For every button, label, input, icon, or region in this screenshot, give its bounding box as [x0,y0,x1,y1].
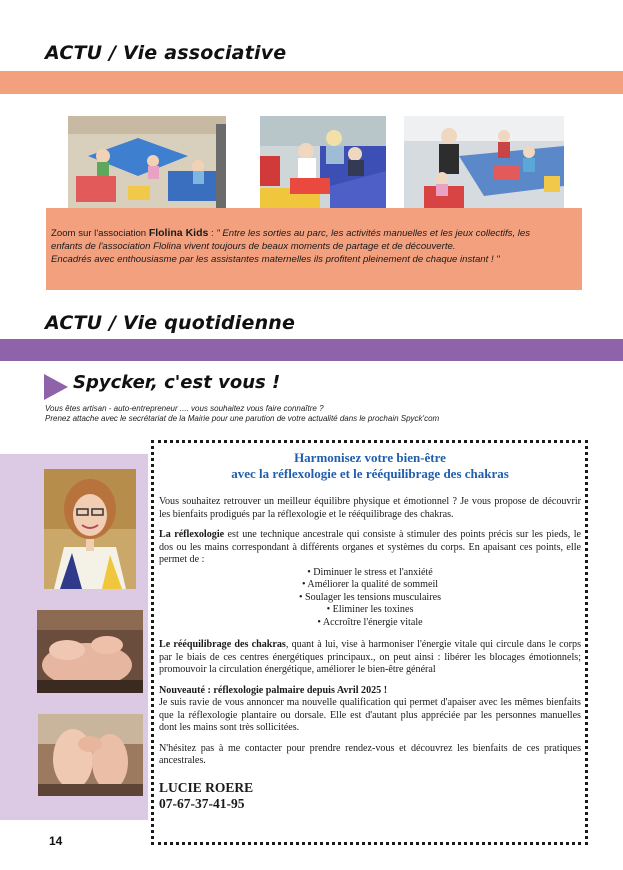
section-band-purple [0,339,623,361]
zoom-quote-line3: Encadrés avec enthousiasme par les assistantes maternelles ils profitent pleinement de chaque instant ! " [51,254,500,265]
reflexology-term: La réflexologie [159,529,225,540]
news-text: Je suis ravie de vous annoncer ma nouvelle qualification qui permet d'apaiser avec les mêmes bienfaits que la réflexologie plantaire ou dorsale. Elle est d'autant plus appréciée par les personnes manuelles dont les mains sont très sollicitées. [159,697,581,734]
benefits-list [159,567,581,630]
children-playing-photo [68,116,226,210]
reflexology-text: est une technique ancestrale qui consiste à stimuler des points précis sur les pieds, le dos ou les mains correspondant à différents organes et systèmes du corps. En apaisant ces points, elle permet de : [159,529,581,565]
contact-phone: 07-67-37-41-95 [159,795,245,811]
spycker-title: Spycker, c'est vous ! [73,372,281,393]
article-title [159,450,581,482]
chakra-term: Le rééquilibrage des chakras [159,639,286,651]
zoom-quote-line2: enfants de l'association Flolina vivent toujours de beaux moments de partage et de découverte. [51,241,456,252]
reflexology-hands-photo [37,610,143,693]
contact-block [159,780,581,812]
spycker-subtitle-line1: Vous êtes artisan - auto-entrepreneur .... vous souhaitez vous faire connaître ? [45,404,324,413]
page-number: 14 [49,834,63,848]
news-heading: Nouveauté : réflexologie palmaire depuis Avril 2025 ! [159,684,388,696]
play-arrow-icon [44,374,68,400]
benefit-item: • Améliorer la qualité de sommeil [301,579,439,591]
benefit-item: • Accroître l'énergie vitale [317,616,423,628]
article-intro: Vous souhaitez retrouver un meilleur équilibre physique et émotionnel ? Je vous propose de découvrir les bienfaits prodigués par la réflexologie et le rééquilibrage des chakras. [159,496,581,520]
toddlers-foam-blocks-photo [260,116,386,210]
zoom-separator: : [208,228,217,239]
zoom-quote-line1: " Entre les sorties au parc, les activités manuelles et les jeux collectifs, les [216,228,531,239]
flolina-kids-caption [46,208,582,290]
chakra-text: , quant à lui, vise à harmoniser l'énergie vitale qui circule dans le corps par le biais de ces centres énergétiques principaux., on peut ainsi : libérer les blocages émotionnels; promouvoir la circulation énergétique, améliorer le bien-être général [159,639,582,676]
article-chakra-paragraph [159,639,581,677]
benefit-item: • Soulager les tensions musculaires [298,591,442,603]
association-name: Flolina Kids [148,227,209,239]
playroom-toys-photo [404,116,564,210]
article-reflexology-paragraph [159,529,581,567]
article-title-line1: Harmonisez votre bien-être [294,450,446,465]
contact-name: LUCIE ROERE [159,779,254,795]
reflexology-article [159,450,581,812]
benefit-item: • Diminuer le stress et l'anxiété [307,566,433,578]
spycker-subtitle-line2: Prenez attache avec le secrétariat de la Mairie pour une parution de votre actualité dans le prochain Spyck'com [45,414,440,423]
spycker-subtitle [45,404,439,424]
article-news-paragraph [159,685,581,735]
portrait-photo [44,469,136,589]
reflexology-feet-photo [38,714,143,796]
benefit-item: • Eliminer les toxines [326,604,414,616]
section-heading-associative: ACTU / Vie associative [45,42,287,64]
article-title-line2: avec la réflexologie et le rééquilibrage des chakras [231,466,509,481]
article-closing: N'hésitez pas à me contacter pour prendre rendez-vous et découvrez les bienfaits de ces pratiques ancestrales. [159,742,581,767]
section-heading-quotidienne: ACTU / Vie quotidienne [45,312,296,334]
section-band-salmon [0,71,623,94]
zoom-prefix: Zoom sur l'association [51,228,149,239]
